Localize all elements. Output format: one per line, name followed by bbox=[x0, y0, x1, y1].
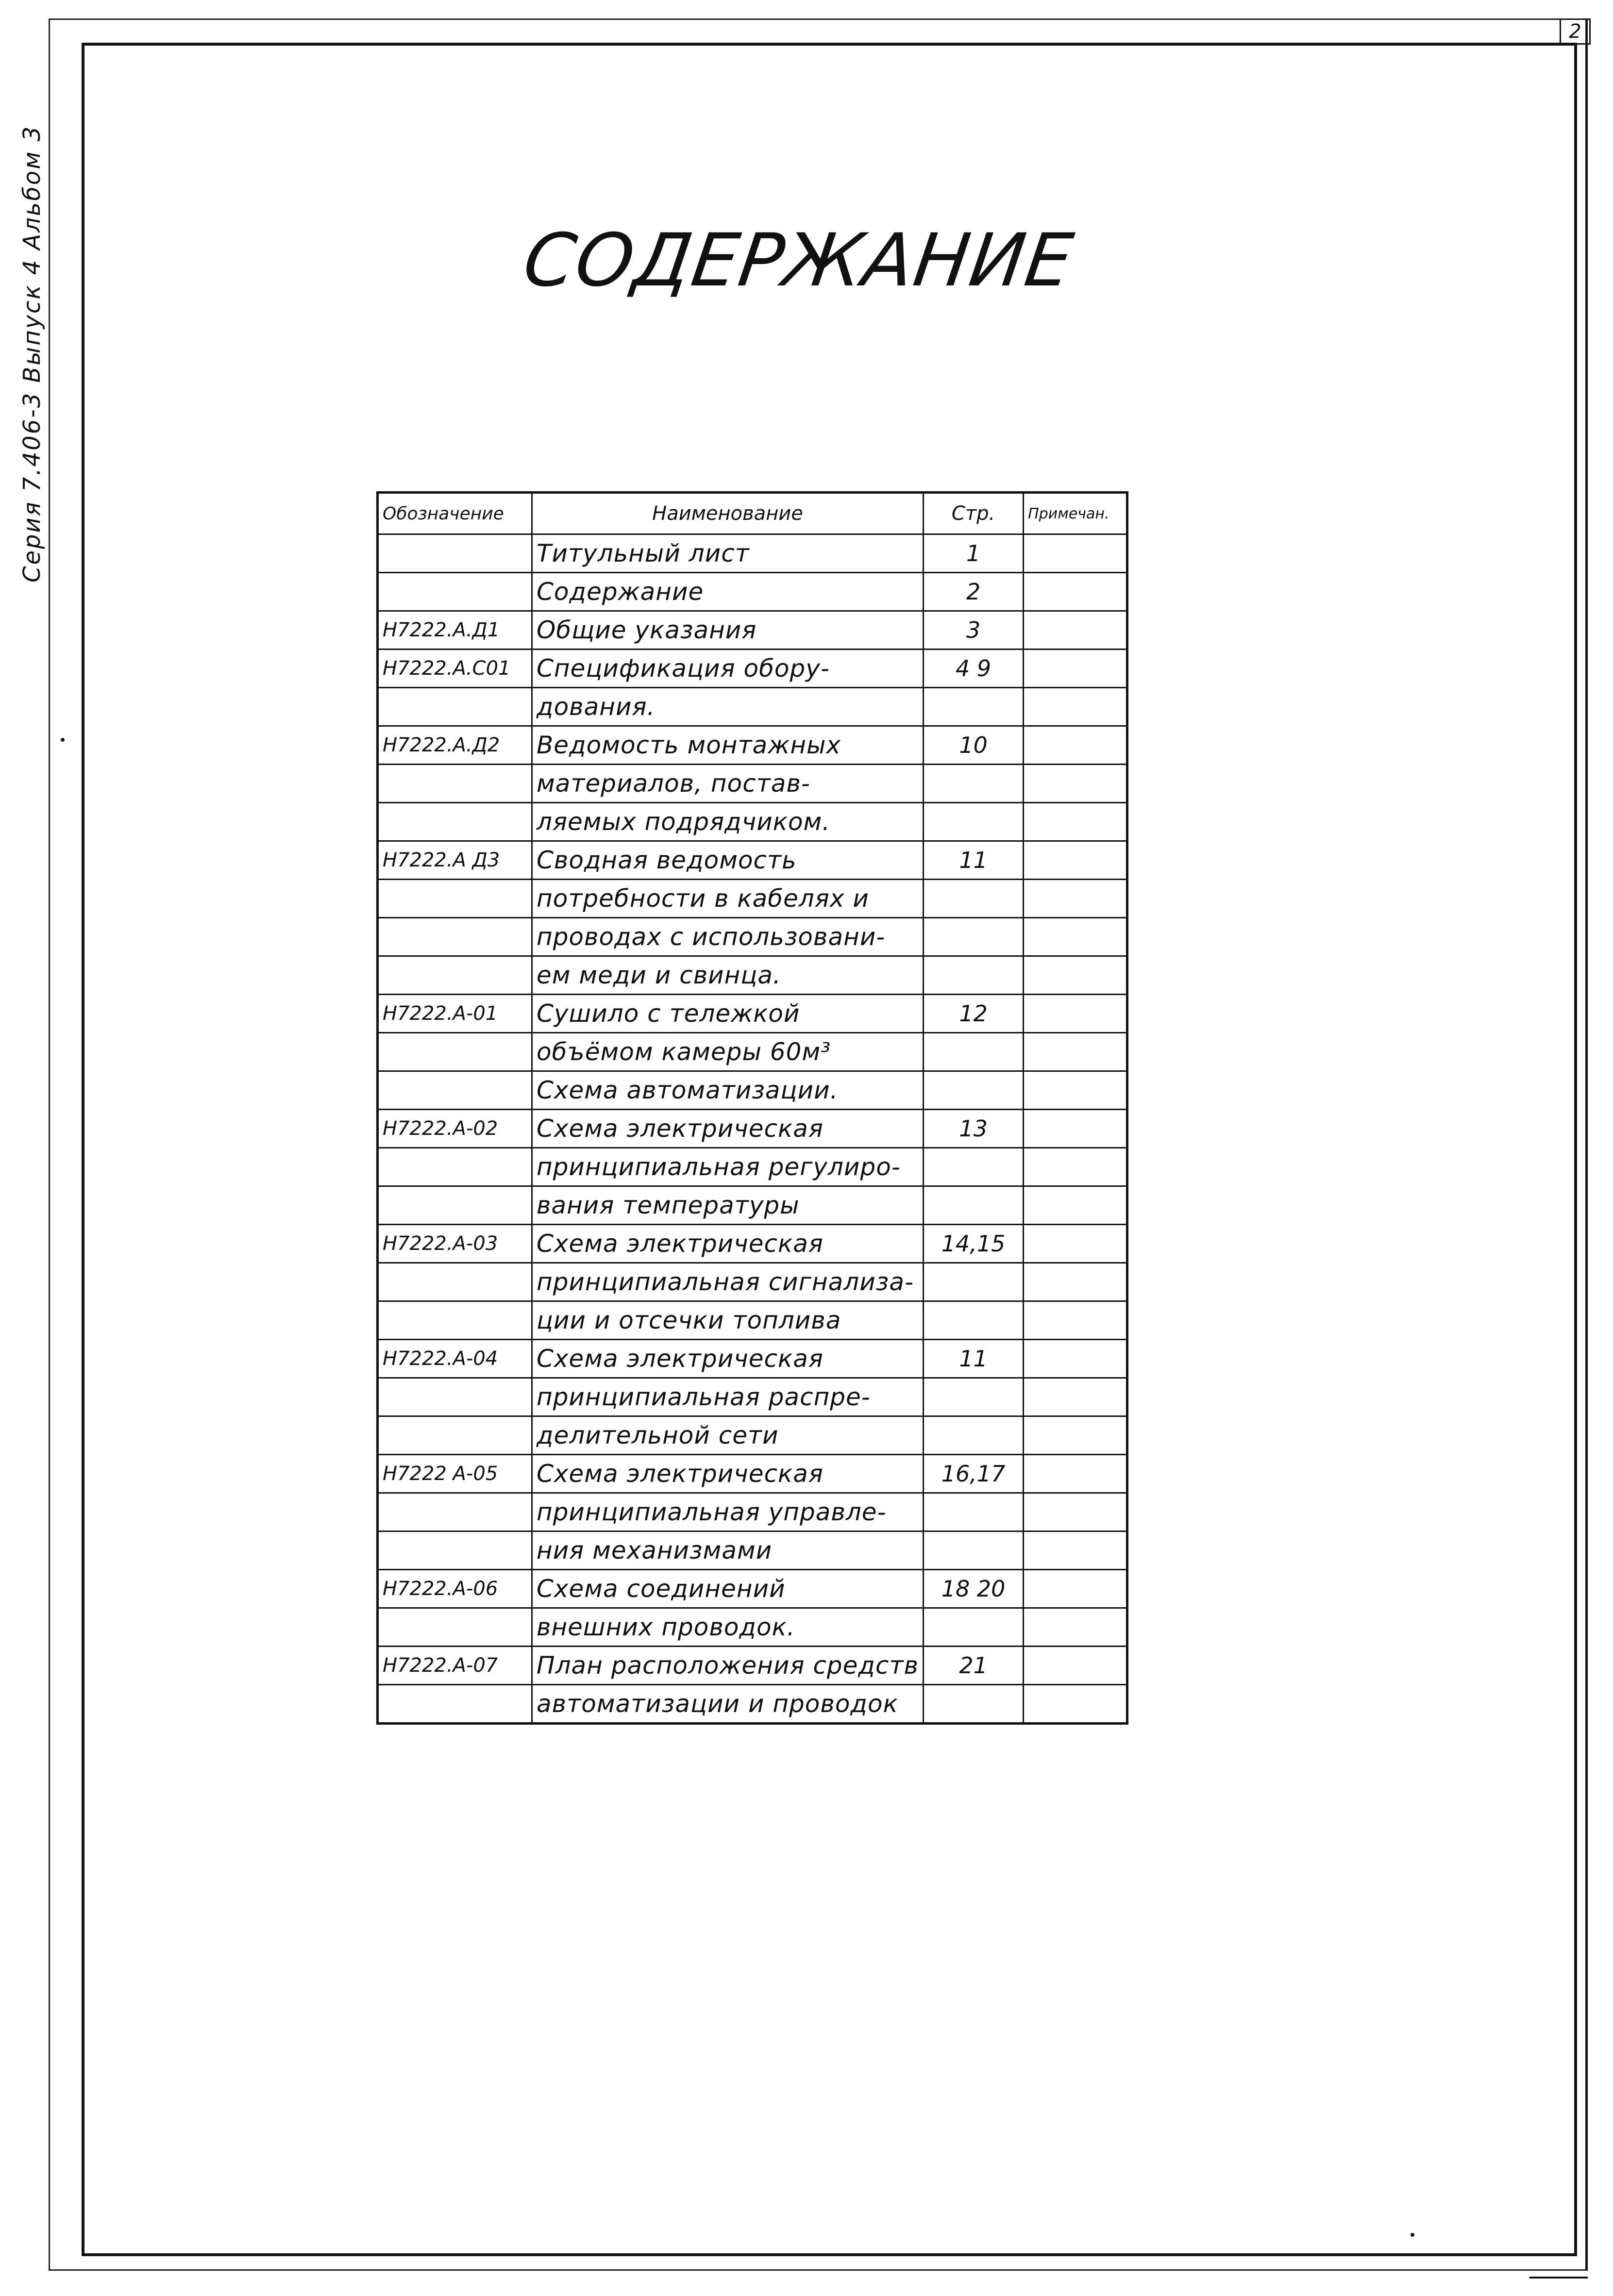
table-row bbox=[378, 611, 1127, 649]
code-cell: Н7222 А-05 bbox=[378, 1455, 532, 1493]
page-cell bbox=[924, 880, 1024, 918]
name-cell: вания температуры bbox=[532, 1186, 924, 1225]
note-cell bbox=[1024, 1685, 1127, 1724]
table-row bbox=[378, 803, 1127, 841]
page-cell: 3 bbox=[924, 611, 1024, 649]
name-cell: Общие указания bbox=[532, 611, 924, 649]
note-cell bbox=[1024, 611, 1127, 649]
page-cell: 16,17 bbox=[924, 1455, 1024, 1493]
note-cell bbox=[1024, 1416, 1127, 1455]
page-cell bbox=[924, 1608, 1024, 1647]
frame-right-edge bbox=[1586, 18, 1588, 2271]
table-row bbox=[378, 688, 1127, 726]
code-cell bbox=[378, 1685, 532, 1724]
page-cell bbox=[924, 1416, 1024, 1455]
table-row bbox=[378, 1148, 1127, 1186]
page-cell: 4 9 bbox=[924, 649, 1024, 688]
bottom-edge-mark bbox=[1529, 2277, 1588, 2279]
header-code: Обозначение bbox=[378, 493, 532, 534]
code-cell: Н7222.А.Д1 bbox=[378, 611, 532, 649]
table-row bbox=[378, 1340, 1127, 1378]
name-cell: Схема электрическая bbox=[532, 1340, 924, 1378]
table-row bbox=[378, 995, 1127, 1033]
table-row bbox=[378, 534, 1127, 573]
table-row bbox=[378, 956, 1127, 995]
table-row bbox=[378, 649, 1127, 688]
page-cell: 11 bbox=[924, 841, 1024, 880]
code-cell bbox=[378, 1263, 532, 1301]
note-cell bbox=[1024, 1608, 1127, 1647]
note-cell bbox=[1024, 765, 1127, 803]
table-row bbox=[378, 1301, 1127, 1340]
page-cell bbox=[924, 1493, 1024, 1531]
note-cell bbox=[1024, 1493, 1127, 1531]
table-row bbox=[378, 841, 1127, 880]
code-cell: Н7222.А.С01 bbox=[378, 649, 532, 688]
name-cell: Сводная ведомость bbox=[532, 841, 924, 880]
code-cell bbox=[378, 1493, 532, 1531]
name-cell: Схема автоматизации. bbox=[532, 1071, 924, 1110]
note-cell bbox=[1024, 918, 1127, 956]
name-cell: Ведомость монтажных bbox=[532, 726, 924, 765]
page-cell bbox=[924, 1186, 1024, 1225]
note-cell bbox=[1024, 1531, 1127, 1570]
code-cell bbox=[378, 803, 532, 841]
name-cell: Схема электрическая bbox=[532, 1110, 924, 1148]
table-header-row bbox=[378, 493, 1127, 534]
sheet-number: 2 bbox=[1560, 18, 1591, 45]
note-cell bbox=[1024, 1225, 1127, 1263]
table-row bbox=[378, 1071, 1127, 1110]
name-cell: принципиальная управле- bbox=[532, 1493, 924, 1531]
note-cell bbox=[1024, 880, 1127, 918]
page-cell bbox=[924, 803, 1024, 841]
note-cell bbox=[1024, 956, 1127, 995]
table-row bbox=[378, 880, 1127, 918]
note-cell bbox=[1024, 534, 1127, 573]
code-cell bbox=[378, 918, 532, 956]
note-cell bbox=[1024, 803, 1127, 841]
code-cell bbox=[378, 765, 532, 803]
name-cell: ляемых подрядчиком. bbox=[532, 803, 924, 841]
code-cell bbox=[378, 1531, 532, 1570]
name-cell: Сушило с тележкой bbox=[532, 995, 924, 1033]
code-cell bbox=[378, 573, 532, 611]
page-cell: 2 bbox=[924, 573, 1024, 611]
name-cell: материалов, постав- bbox=[532, 765, 924, 803]
name-cell: принципиальная сигнализа- bbox=[532, 1263, 924, 1301]
name-cell: Схема электрическая bbox=[532, 1455, 924, 1493]
name-cell: Схема соединений bbox=[532, 1570, 924, 1608]
note-cell bbox=[1024, 1033, 1127, 1071]
table-row bbox=[378, 1186, 1127, 1225]
header-note: Примечан. bbox=[1024, 493, 1127, 534]
page-cell: 14,15 bbox=[924, 1225, 1024, 1263]
header-name: Наименование bbox=[532, 493, 924, 534]
name-cell: принципиальная распре- bbox=[532, 1378, 924, 1416]
name-cell: автоматизации и проводок bbox=[532, 1685, 924, 1724]
note-cell bbox=[1024, 1455, 1127, 1493]
table-row bbox=[378, 726, 1127, 765]
page-title: СОДЕРЖАНИЕ bbox=[518, 218, 1079, 303]
page-cell bbox=[924, 765, 1024, 803]
note-cell bbox=[1024, 573, 1127, 611]
code-cell: Н7222.А-07 bbox=[378, 1647, 532, 1685]
code-cell bbox=[378, 1071, 532, 1110]
page-cell: 12 bbox=[924, 995, 1024, 1033]
code-cell bbox=[378, 688, 532, 726]
note-cell bbox=[1024, 841, 1127, 880]
note-cell bbox=[1024, 995, 1127, 1033]
code-cell: Н7222.А Д3 bbox=[378, 841, 532, 880]
table-row bbox=[378, 1493, 1127, 1531]
note-cell bbox=[1024, 1570, 1127, 1608]
note-cell bbox=[1024, 649, 1127, 688]
name-cell: внешних проводок. bbox=[532, 1608, 924, 1647]
name-cell: объёмом камеры 60м³ bbox=[532, 1033, 924, 1071]
contents-table bbox=[376, 491, 1128, 1725]
page-cell bbox=[924, 1301, 1024, 1340]
code-cell: Н7222.А.Д2 bbox=[378, 726, 532, 765]
page-cell bbox=[924, 956, 1024, 995]
name-cell: проводах с использовани- bbox=[532, 918, 924, 956]
name-cell: План расположения средств bbox=[532, 1647, 924, 1685]
code-cell bbox=[378, 956, 532, 995]
table-row bbox=[378, 1033, 1127, 1071]
page-cell bbox=[924, 1685, 1024, 1724]
table-row bbox=[378, 1110, 1127, 1148]
note-cell bbox=[1024, 1071, 1127, 1110]
table-row bbox=[378, 1608, 1127, 1647]
table-row bbox=[378, 1263, 1127, 1301]
code-cell bbox=[378, 1378, 532, 1416]
page-cell: 10 bbox=[924, 726, 1024, 765]
code-cell bbox=[378, 880, 532, 918]
note-cell bbox=[1024, 1148, 1127, 1186]
name-cell: принципиальная регулиро- bbox=[532, 1148, 924, 1186]
note-cell bbox=[1024, 1301, 1127, 1340]
name-cell: Спецификация обору- bbox=[532, 649, 924, 688]
page-cell bbox=[924, 1263, 1024, 1301]
code-cell bbox=[378, 534, 532, 573]
table-row bbox=[378, 1225, 1127, 1263]
table-row bbox=[378, 1455, 1127, 1493]
note-cell bbox=[1024, 726, 1127, 765]
table-row bbox=[378, 765, 1127, 803]
name-cell: потребности в кабелях и bbox=[532, 880, 924, 918]
code-cell bbox=[378, 1608, 532, 1647]
table-row bbox=[378, 573, 1127, 611]
page-cell bbox=[924, 1148, 1024, 1186]
name-cell: Содержание bbox=[532, 573, 924, 611]
name-cell: Титульный лист bbox=[532, 534, 924, 573]
page-cell bbox=[924, 1531, 1024, 1570]
note-cell bbox=[1024, 1378, 1127, 1416]
table-row bbox=[378, 918, 1127, 956]
page-cell: 18 20 bbox=[924, 1570, 1024, 1608]
page-cell bbox=[924, 1378, 1024, 1416]
speck bbox=[61, 738, 65, 742]
code-cell: Н7222.А-01 bbox=[378, 995, 532, 1033]
note-cell bbox=[1024, 1186, 1127, 1225]
speck bbox=[1411, 2233, 1414, 2237]
table-row bbox=[378, 1570, 1127, 1608]
code-cell: Н7222.А-02 bbox=[378, 1110, 532, 1148]
note-cell bbox=[1024, 1263, 1127, 1301]
code-cell bbox=[378, 1033, 532, 1071]
name-cell: дования. bbox=[532, 688, 924, 726]
note-cell bbox=[1024, 1340, 1127, 1378]
page-cell bbox=[924, 1071, 1024, 1110]
page-cell bbox=[924, 1033, 1024, 1071]
code-cell bbox=[378, 1186, 532, 1225]
code-cell bbox=[378, 1416, 532, 1455]
page-cell: 21 bbox=[924, 1647, 1024, 1685]
table-row bbox=[378, 1531, 1127, 1570]
name-cell: ции и отсечки топлива bbox=[532, 1301, 924, 1340]
table-row bbox=[378, 1647, 1127, 1685]
code-cell bbox=[378, 1148, 532, 1186]
page-cell bbox=[924, 688, 1024, 726]
table-row bbox=[378, 1416, 1127, 1455]
page-cell: 13 bbox=[924, 1110, 1024, 1148]
code-cell: Н7222.А-04 bbox=[378, 1340, 532, 1378]
table-body bbox=[378, 534, 1127, 1724]
table-row bbox=[378, 1378, 1127, 1416]
name-cell: ем меди и свинца. bbox=[532, 956, 924, 995]
page-cell bbox=[924, 918, 1024, 956]
code-cell: Н7222.А-03 bbox=[378, 1225, 532, 1263]
name-cell: ния механизмами bbox=[532, 1531, 924, 1570]
code-cell: Н7222.А-06 bbox=[378, 1570, 532, 1608]
page-cell: 11 bbox=[924, 1340, 1024, 1378]
note-cell bbox=[1024, 1647, 1127, 1685]
note-cell bbox=[1024, 688, 1127, 726]
note-cell bbox=[1024, 1110, 1127, 1148]
name-cell: делительной сети bbox=[532, 1416, 924, 1455]
header-page: Стр. bbox=[924, 493, 1024, 534]
series-label: Серия 7.406-3 Выпуск 4 Альбом 3 bbox=[18, 125, 46, 582]
page-cell: 1 bbox=[924, 534, 1024, 573]
table-row bbox=[378, 1685, 1127, 1724]
code-cell bbox=[378, 1301, 532, 1340]
name-cell: Схема электрическая bbox=[532, 1225, 924, 1263]
